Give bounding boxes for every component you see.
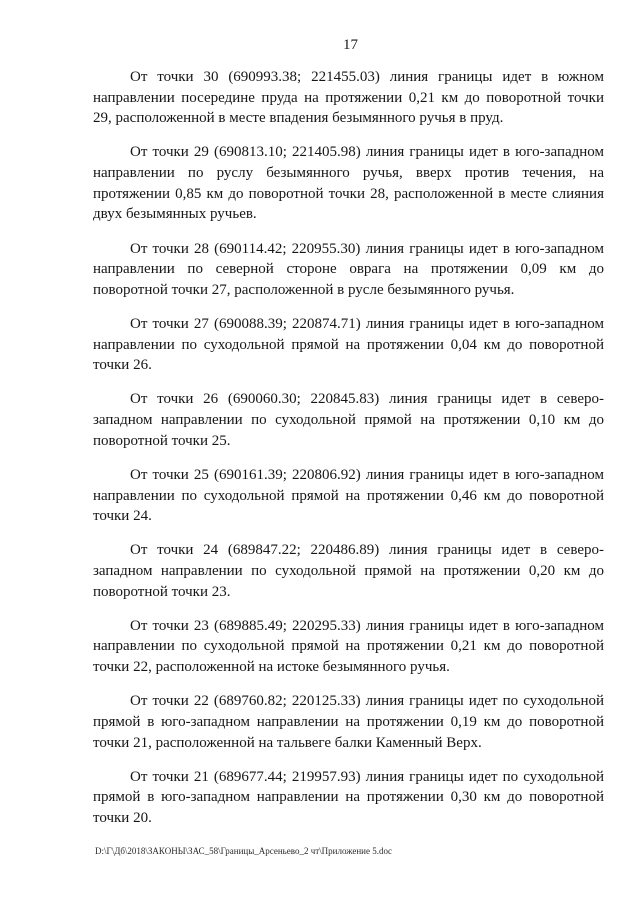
- text-line: поворотной точки 23.: [93, 583, 231, 600]
- text-line: От точки 26 (690060.30; 220845.83) линия границы идет в северо-: [130, 391, 604, 408]
- paragraph: [93, 389, 604, 451]
- text-line: прямой в юго-западном направлении на протяжении 0,30 км до поворотной: [93, 789, 604, 806]
- paragraph: [93, 67, 604, 129]
- text-line: От точки 30 (690993.38; 221455.03) линия границы идет в южном: [130, 69, 604, 85]
- text-line: точки 20.: [93, 810, 152, 826]
- text-line: точки 26.: [93, 357, 152, 374]
- page-number: 17: [343, 37, 358, 53]
- paragraph: [93, 465, 604, 527]
- text-line: направлении по суходольной прямой на протяжении 0,04 км до поворотной: [93, 336, 604, 353]
- text-line: От точки 21 (689677.44; 219957.93) линия границы идет по суходольной: [130, 768, 604, 785]
- text-line: От точки 25 (690161.39; 220806.92) линия границы идет в юго-западном: [130, 466, 604, 483]
- text-line: точки 21, расположенной на тальвеге балки Каменный Верх.: [93, 734, 482, 751]
- text-line: поворотной точки 27, расположенной в русле безымянного ручья.: [93, 281, 515, 298]
- text-line: От точки 23 (689885.49; 220295.33) линия границы идет в юго-западном: [130, 617, 604, 634]
- paragraph: [93, 314, 604, 376]
- document-body: [93, 67, 604, 842]
- paragraph: [93, 616, 604, 678]
- text-line: направлении по руслу безымянного ручья, вверх против течения, на: [93, 165, 604, 182]
- paragraph: [93, 239, 604, 301]
- text-line: точки 22, расположенной на истоке безымянного ручья.: [93, 659, 450, 676]
- text-line: протяжении 0,85 км до поворотной точки 28, расположенной в месте слияния: [93, 185, 604, 202]
- text-line: 29, расположенной в месте впадения безымянного ручья в пруд.: [93, 110, 504, 127]
- text-line: западном направлении по суходольной прямой на протяжении 0,20 км до: [93, 563, 604, 579]
- text-line: прямой в юго-западном направлении на протяжении 0,19 км до поворотной: [93, 713, 604, 730]
- text-line: направлении по северной стороне оврага на протяжении 0,09 км до: [93, 261, 604, 278]
- paragraph: [93, 540, 604, 602]
- text-line: точки 24.: [93, 508, 152, 525]
- text-line: двух безымянных ручьев.: [93, 206, 257, 223]
- paragraph: [93, 691, 604, 753]
- text-line: направлении по суходольной прямой на протяжении 0,21 км до поворотной: [93, 638, 604, 655]
- paragraph: [93, 767, 604, 829]
- paragraph: [93, 142, 604, 224]
- text-line: От точки 22 (689760.82; 220125.33) линия границы идет по суходольной: [130, 693, 604, 710]
- text-line: направлении посередине пруда на протяжении 0,21 км до поворотной точки: [93, 89, 604, 106]
- file-path-footer: D:\Г\Дб\2018\ЗАКОНЫ\ЗАС_58\Границы_Арсеньево_2 чт\Приложение 5.doc: [95, 846, 392, 856]
- text-line: западном направлении по суходольной прямой на протяжении 0,10 км до: [93, 412, 604, 429]
- text-line: поворотной точки 25.: [93, 432, 231, 449]
- text-line: От точки 27 (690088.39; 220874.71) линия границы идет в юго-западном: [130, 316, 604, 332]
- text-line: направлении по суходольной прямой на протяжении 0,46 км до поворотной: [93, 487, 604, 504]
- text-line: От точки 28 (690114.42; 220955.30) линия границы идет в юго-западном: [130, 240, 604, 257]
- text-line: От точки 29 (690813.10; 221405.98) линия границы идет в юго-западном: [130, 144, 604, 161]
- text-line: От точки 24 (689847.22; 220486.89) линия границы идет в северо-: [130, 542, 604, 559]
